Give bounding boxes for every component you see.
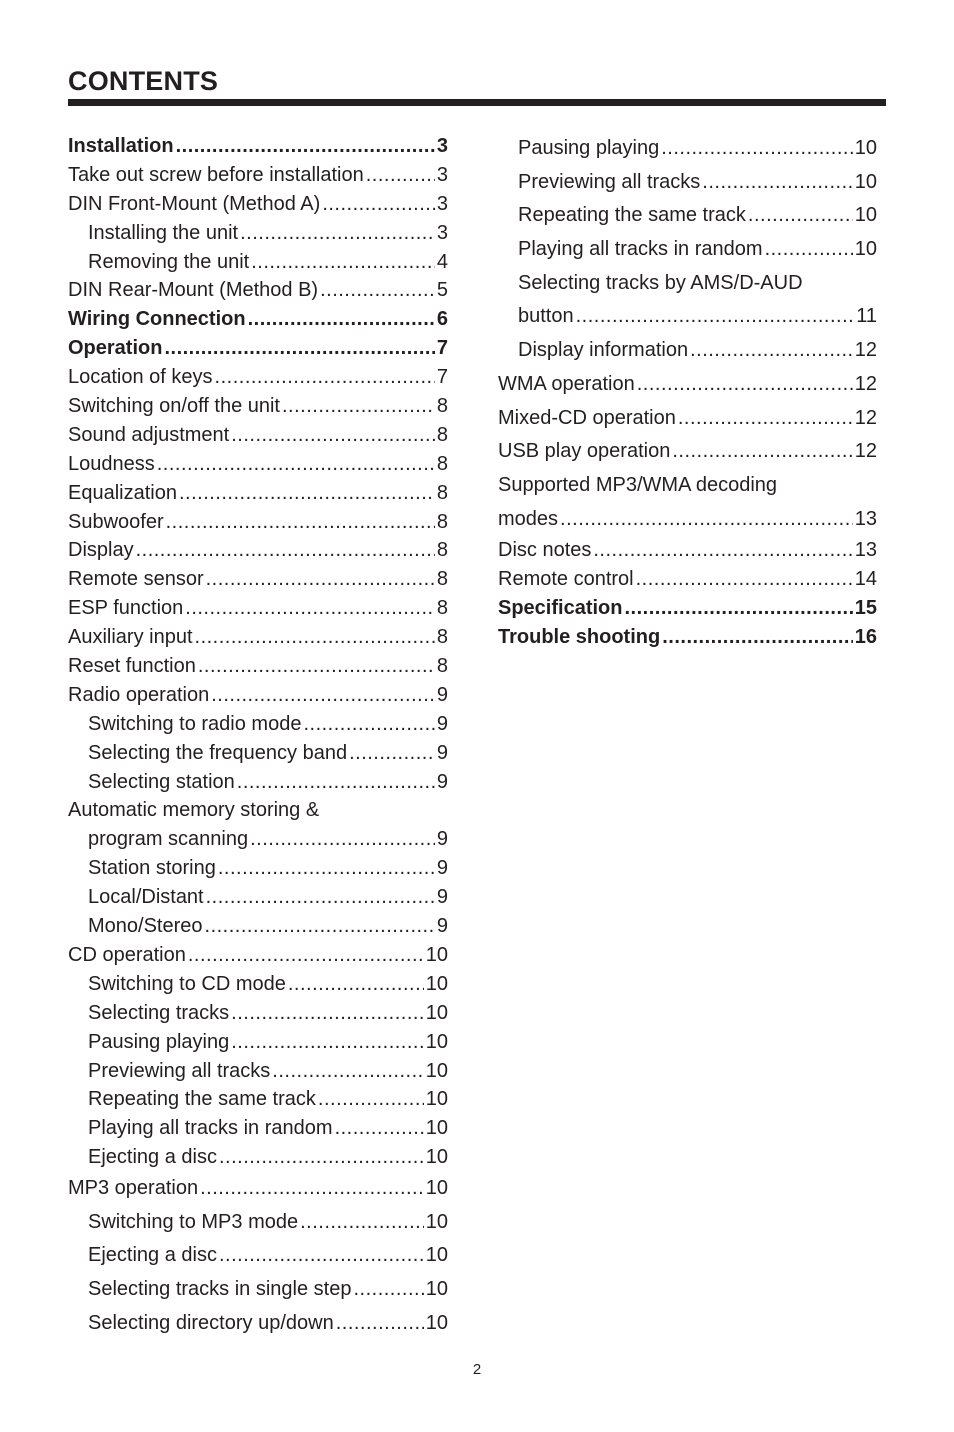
toc-entry bbox=[68, 941, 448, 970]
toc-entry-label: Subwoofer bbox=[68, 510, 164, 533]
toc-entry-label: Switching to MP3 mode bbox=[88, 1210, 299, 1233]
toc-entry bbox=[68, 479, 448, 508]
toc-entry-label: Radio operation bbox=[68, 683, 210, 706]
toc-dot-leader bbox=[166, 508, 435, 536]
toc-dot-leader bbox=[678, 402, 853, 436]
toc-dot-leader bbox=[218, 854, 435, 882]
toc-entry bbox=[68, 768, 448, 797]
toc-entry bbox=[68, 1114, 448, 1143]
toc-entry-label: Display information bbox=[518, 339, 689, 362]
toc-dot-leader bbox=[624, 594, 852, 622]
toc-entry bbox=[498, 267, 877, 301]
toc-entry-page: 13 bbox=[854, 539, 877, 562]
toc-entry bbox=[68, 190, 448, 219]
toc-entry-page: 10 bbox=[425, 1177, 448, 1200]
toc-entry-page: 10 bbox=[854, 170, 877, 193]
toc-entry-page: 8 bbox=[436, 481, 448, 504]
toc-dot-leader bbox=[251, 248, 435, 276]
toc-entry-label: Mono/Stereo bbox=[88, 915, 203, 938]
toc-entry-label: Take out screw before installation bbox=[68, 163, 364, 186]
toc-entry bbox=[498, 233, 877, 267]
toc-entry-label: button bbox=[518, 305, 574, 328]
toc-dot-leader bbox=[702, 166, 852, 200]
toc-entry-label: MP3 operation bbox=[68, 1177, 199, 1200]
toc-dot-leader bbox=[661, 132, 853, 166]
toc-entry-page: 9 bbox=[436, 828, 448, 851]
toc-entry-page: 8 bbox=[436, 395, 448, 418]
toc-entry bbox=[498, 565, 877, 594]
toc-entry-label: DIN Rear-Mount (Method B) bbox=[68, 279, 319, 302]
toc-entry bbox=[68, 883, 448, 912]
toc-entry-page: 4 bbox=[436, 250, 448, 273]
toc-dot-leader bbox=[231, 1028, 424, 1056]
toc-entry bbox=[68, 854, 448, 883]
toc-entry-page: 8 bbox=[436, 423, 448, 446]
toc-entry bbox=[68, 219, 448, 248]
toc-entry-page: 12 bbox=[854, 440, 877, 463]
toc-entry bbox=[498, 469, 877, 503]
toc-dot-leader bbox=[205, 912, 435, 940]
toc-entry-page: 7 bbox=[436, 366, 448, 389]
toc-dot-leader bbox=[282, 392, 435, 420]
toc-entry-label: program scanning bbox=[88, 828, 249, 851]
toc-entry bbox=[68, 999, 448, 1028]
toc-dot-leader bbox=[288, 970, 424, 998]
toc-entry bbox=[68, 970, 448, 999]
toc-entry bbox=[68, 825, 448, 854]
toc-entry-page: 10 bbox=[425, 1311, 448, 1334]
toc-entry-label: modes bbox=[498, 507, 559, 530]
toc-entry-page: 3 bbox=[436, 221, 448, 244]
toc-dot-leader bbox=[300, 1206, 424, 1240]
toc-entry-label: Playing all tracks in random bbox=[88, 1117, 333, 1140]
toc-entry-label: Switching on/off the unit bbox=[68, 395, 280, 418]
toc-dot-leader bbox=[303, 710, 434, 738]
toc-entry bbox=[68, 450, 448, 479]
toc-dot-leader bbox=[272, 1057, 423, 1085]
toc-entry-page: 10 bbox=[425, 1088, 448, 1111]
toc-entry-label: Ejecting a disc bbox=[88, 1244, 217, 1267]
toc-entry-label: Reset function bbox=[68, 655, 196, 678]
toc-entry-label: Repeating the same track bbox=[518, 204, 746, 227]
toc-entry-page: 10 bbox=[425, 1059, 448, 1082]
toc-entry-label: Location of keys bbox=[68, 366, 213, 389]
toc-entry-label: Switching to CD mode bbox=[88, 972, 286, 995]
toc-entry bbox=[68, 508, 448, 537]
toc-entry bbox=[498, 536, 877, 565]
toc-entry-label: Local/Distant bbox=[88, 886, 204, 909]
toc-entry-label: Automatic memory storing & bbox=[68, 799, 320, 822]
toc-entry-page: 16 bbox=[854, 625, 877, 648]
toc-entry-page: 14 bbox=[854, 568, 877, 591]
toc-entry-label: Installation bbox=[68, 135, 174, 157]
toc-entry bbox=[498, 503, 877, 537]
toc-entry bbox=[498, 623, 877, 652]
toc-right-column bbox=[498, 132, 877, 652]
toc-entry bbox=[498, 300, 877, 334]
toc-dot-leader bbox=[336, 1307, 424, 1341]
toc-dot-leader bbox=[215, 363, 435, 391]
toc-entry bbox=[68, 1143, 448, 1172]
toc-dot-leader bbox=[200, 1172, 424, 1206]
toc-dot-leader bbox=[636, 565, 853, 593]
toc-dot-leader bbox=[179, 479, 435, 507]
toc-entry-label: Supported MP3/WMA decoding bbox=[498, 473, 778, 496]
toc-entry bbox=[498, 368, 877, 402]
toc-entry-label: Equalization bbox=[68, 481, 177, 504]
toc-entry-label: Loudness bbox=[68, 452, 155, 475]
toc-entry-page: 10 bbox=[425, 1117, 448, 1140]
toc-entry-label: Operation bbox=[68, 337, 163, 360]
toc-entry-page: 10 bbox=[425, 1278, 448, 1301]
toc-entry-page: 12 bbox=[854, 339, 877, 362]
toc-entry bbox=[68, 623, 448, 652]
toc-entry-page: 9 bbox=[436, 683, 448, 706]
toc-entry-page: 9 bbox=[436, 712, 448, 735]
toc-entry-label: Display bbox=[68, 539, 134, 562]
toc-dot-leader bbox=[690, 334, 853, 368]
toc-entry-label: Pausing playing bbox=[88, 1030, 230, 1053]
toc-dot-leader bbox=[353, 1273, 423, 1307]
toc-entry bbox=[498, 594, 877, 623]
toc-entry-label: Specification bbox=[498, 597, 623, 620]
toc-entry bbox=[68, 161, 448, 190]
toc-entry-page: 10 bbox=[425, 1210, 448, 1233]
toc-entry bbox=[68, 652, 448, 681]
toc-entry-label: WMA operation bbox=[498, 372, 635, 395]
toc-entry bbox=[68, 1273, 448, 1307]
toc-dot-leader bbox=[366, 161, 435, 189]
toc-entry bbox=[68, 363, 448, 392]
toc-entry-label: Selecting tracks bbox=[88, 1001, 230, 1024]
toc-entry-page: 10 bbox=[854, 137, 877, 159]
toc-entry-label: Previewing all tracks bbox=[518, 170, 701, 193]
toc-entry-page: 12 bbox=[854, 406, 877, 429]
toc-entry-label: Auxiliary input bbox=[68, 626, 193, 649]
toc-entry bbox=[68, 1057, 448, 1086]
page-title: CONTENTS bbox=[68, 66, 219, 96]
toc-dot-leader bbox=[206, 883, 435, 911]
toc-entry-page: 10 bbox=[425, 1244, 448, 1267]
toc-entry bbox=[68, 681, 448, 710]
toc-entry bbox=[68, 796, 448, 825]
toc-entry bbox=[68, 421, 448, 450]
toc-dot-leader bbox=[195, 623, 435, 651]
toc-entry-page: 15 bbox=[854, 597, 877, 620]
toc-dot-leader bbox=[593, 536, 852, 564]
toc-entry-label: Selecting directory up/down bbox=[88, 1311, 334, 1334]
toc-entry-page: 9 bbox=[436, 886, 448, 909]
toc-entry-label: Station storing bbox=[88, 857, 216, 880]
page-number: 2 bbox=[472, 1361, 482, 1378]
toc-entry-page: 10 bbox=[854, 204, 877, 227]
toc-entry bbox=[68, 739, 448, 768]
toc-entry-page: 8 bbox=[436, 539, 448, 562]
toc-entry bbox=[68, 392, 448, 421]
toc-entry-label: Selecting tracks in single step bbox=[88, 1278, 352, 1301]
toc-dot-leader bbox=[237, 768, 435, 796]
toc-entry-page: 9 bbox=[436, 741, 448, 764]
toc-entry-label: ESP function bbox=[68, 597, 184, 620]
toc-entry-page: 9 bbox=[436, 857, 448, 880]
toc-entry-label: Remote control bbox=[498, 568, 634, 591]
toc-entry bbox=[68, 1307, 448, 1341]
toc-dot-leader bbox=[240, 219, 435, 247]
toc-entry-page: 8 bbox=[436, 597, 448, 620]
toc-dot-leader bbox=[672, 435, 852, 469]
toc-dot-leader bbox=[576, 300, 855, 334]
toc-entry-label: Selecting the frequency band bbox=[88, 741, 348, 764]
toc-dot-leader bbox=[637, 368, 853, 402]
toc-entry-page: 3 bbox=[436, 192, 448, 215]
toc-entry bbox=[68, 565, 448, 594]
toc-dot-leader bbox=[322, 190, 435, 218]
toc-entry bbox=[68, 334, 448, 363]
title-rule bbox=[68, 99, 886, 106]
toc-entry-page: 10 bbox=[425, 1001, 448, 1024]
toc-entry bbox=[68, 536, 448, 565]
toc-entry-label: Ejecting a disc bbox=[88, 1146, 217, 1169]
toc-dot-leader bbox=[219, 1143, 424, 1171]
toc-entry-page: 10 bbox=[425, 972, 448, 995]
toc-entry bbox=[498, 132, 877, 166]
toc-entry bbox=[68, 1085, 448, 1114]
toc-entry-page: 5 bbox=[436, 279, 448, 302]
toc-entry-label: Switching to radio mode bbox=[88, 712, 302, 735]
toc-entry bbox=[68, 1206, 448, 1240]
toc-entry-label: Repeating the same track bbox=[88, 1088, 316, 1111]
toc-entry-label: Mixed-CD operation bbox=[498, 406, 676, 429]
toc-entry-page: 12 bbox=[854, 372, 877, 395]
toc-entry-page: 3 bbox=[436, 163, 448, 186]
toc-left-column bbox=[68, 132, 448, 1341]
toc-entry-label: Installing the unit bbox=[88, 221, 239, 244]
toc-entry-page: 11 bbox=[856, 305, 877, 328]
toc-entry-page: 10 bbox=[425, 1146, 448, 1169]
toc-entry-label: Playing all tracks in random bbox=[518, 238, 763, 261]
toc-entry-page: 9 bbox=[436, 915, 448, 938]
toc-entry bbox=[68, 132, 448, 161]
toc-entry bbox=[498, 199, 877, 233]
toc-entry bbox=[498, 402, 877, 436]
toc-entry-label: Remote sensor bbox=[68, 568, 204, 591]
toc-entry-label: Selecting station bbox=[88, 770, 235, 793]
toc-entry-page: 8 bbox=[436, 510, 448, 533]
toc-dot-leader bbox=[560, 503, 853, 537]
toc-dot-leader bbox=[335, 1114, 424, 1142]
toc-dot-leader bbox=[765, 233, 853, 267]
toc-dot-leader bbox=[211, 681, 435, 709]
toc-dot-leader bbox=[231, 421, 435, 449]
toc-dot-leader bbox=[188, 941, 424, 969]
toc-entry bbox=[68, 248, 448, 277]
toc-dot-leader bbox=[231, 999, 424, 1027]
toc-entry bbox=[68, 1172, 448, 1206]
toc-entry-page: 10 bbox=[425, 943, 448, 966]
toc-entry bbox=[68, 305, 448, 334]
toc-entry bbox=[68, 1028, 448, 1057]
toc-entry-page: 8 bbox=[436, 568, 448, 591]
toc-entry-page: 8 bbox=[436, 626, 448, 649]
toc-dot-leader bbox=[219, 1239, 424, 1273]
toc-entry-label: Previewing all tracks bbox=[88, 1059, 271, 1082]
toc-dot-leader bbox=[164, 334, 434, 362]
toc-entry-page: 6 bbox=[436, 308, 448, 331]
toc-entry-label: CD operation bbox=[68, 943, 186, 966]
toc-entry bbox=[68, 1239, 448, 1273]
toc-entry bbox=[68, 276, 448, 305]
toc-dot-leader bbox=[136, 536, 435, 564]
toc-entry-label: Wiring Connection bbox=[68, 308, 246, 331]
toc-entry-page: 8 bbox=[436, 655, 448, 678]
toc-entry-page: 3 bbox=[436, 135, 448, 157]
toc-entry bbox=[68, 912, 448, 941]
toc-dot-leader bbox=[748, 199, 853, 233]
toc-entry-page: 10 bbox=[425, 1030, 448, 1053]
toc-entry-label: Removing the unit bbox=[88, 250, 250, 273]
toc-entry-page: 7 bbox=[436, 337, 448, 360]
toc-entry bbox=[498, 166, 877, 200]
toc-entry-page: 9 bbox=[436, 770, 448, 793]
toc-dot-leader bbox=[250, 825, 435, 853]
toc-dot-leader bbox=[185, 594, 435, 622]
toc-entry-label: Pausing playing bbox=[518, 137, 660, 159]
toc-dot-leader bbox=[176, 132, 435, 160]
toc-entry-label: Selecting tracks by AMS/D-AUD bbox=[518, 271, 803, 294]
toc-entry bbox=[498, 435, 877, 469]
toc-entry bbox=[68, 594, 448, 623]
toc-entry-page: 10 bbox=[854, 238, 877, 261]
toc-dot-leader bbox=[349, 739, 435, 767]
toc-dot-leader bbox=[248, 305, 435, 333]
toc-entry-label: Sound adjustment bbox=[68, 423, 230, 446]
toc-entry bbox=[498, 334, 877, 368]
toc-entry bbox=[68, 710, 448, 739]
toc-entry-page: 8 bbox=[436, 452, 448, 475]
toc-entry-label: Trouble shooting bbox=[498, 625, 661, 648]
toc-dot-leader bbox=[318, 1085, 424, 1113]
toc-entry-label: USB play operation bbox=[498, 440, 671, 463]
toc-dot-leader bbox=[662, 623, 853, 651]
toc-dot-leader bbox=[157, 450, 435, 478]
toc-dot-leader bbox=[320, 276, 435, 304]
toc-entry-page: 13 bbox=[854, 507, 877, 530]
toc-entry-label: DIN Front-Mount (Method A) bbox=[68, 192, 321, 215]
toc-entry-label: Disc notes bbox=[498, 539, 592, 562]
toc-dot-leader bbox=[198, 652, 435, 680]
toc-dot-leader bbox=[206, 565, 435, 593]
